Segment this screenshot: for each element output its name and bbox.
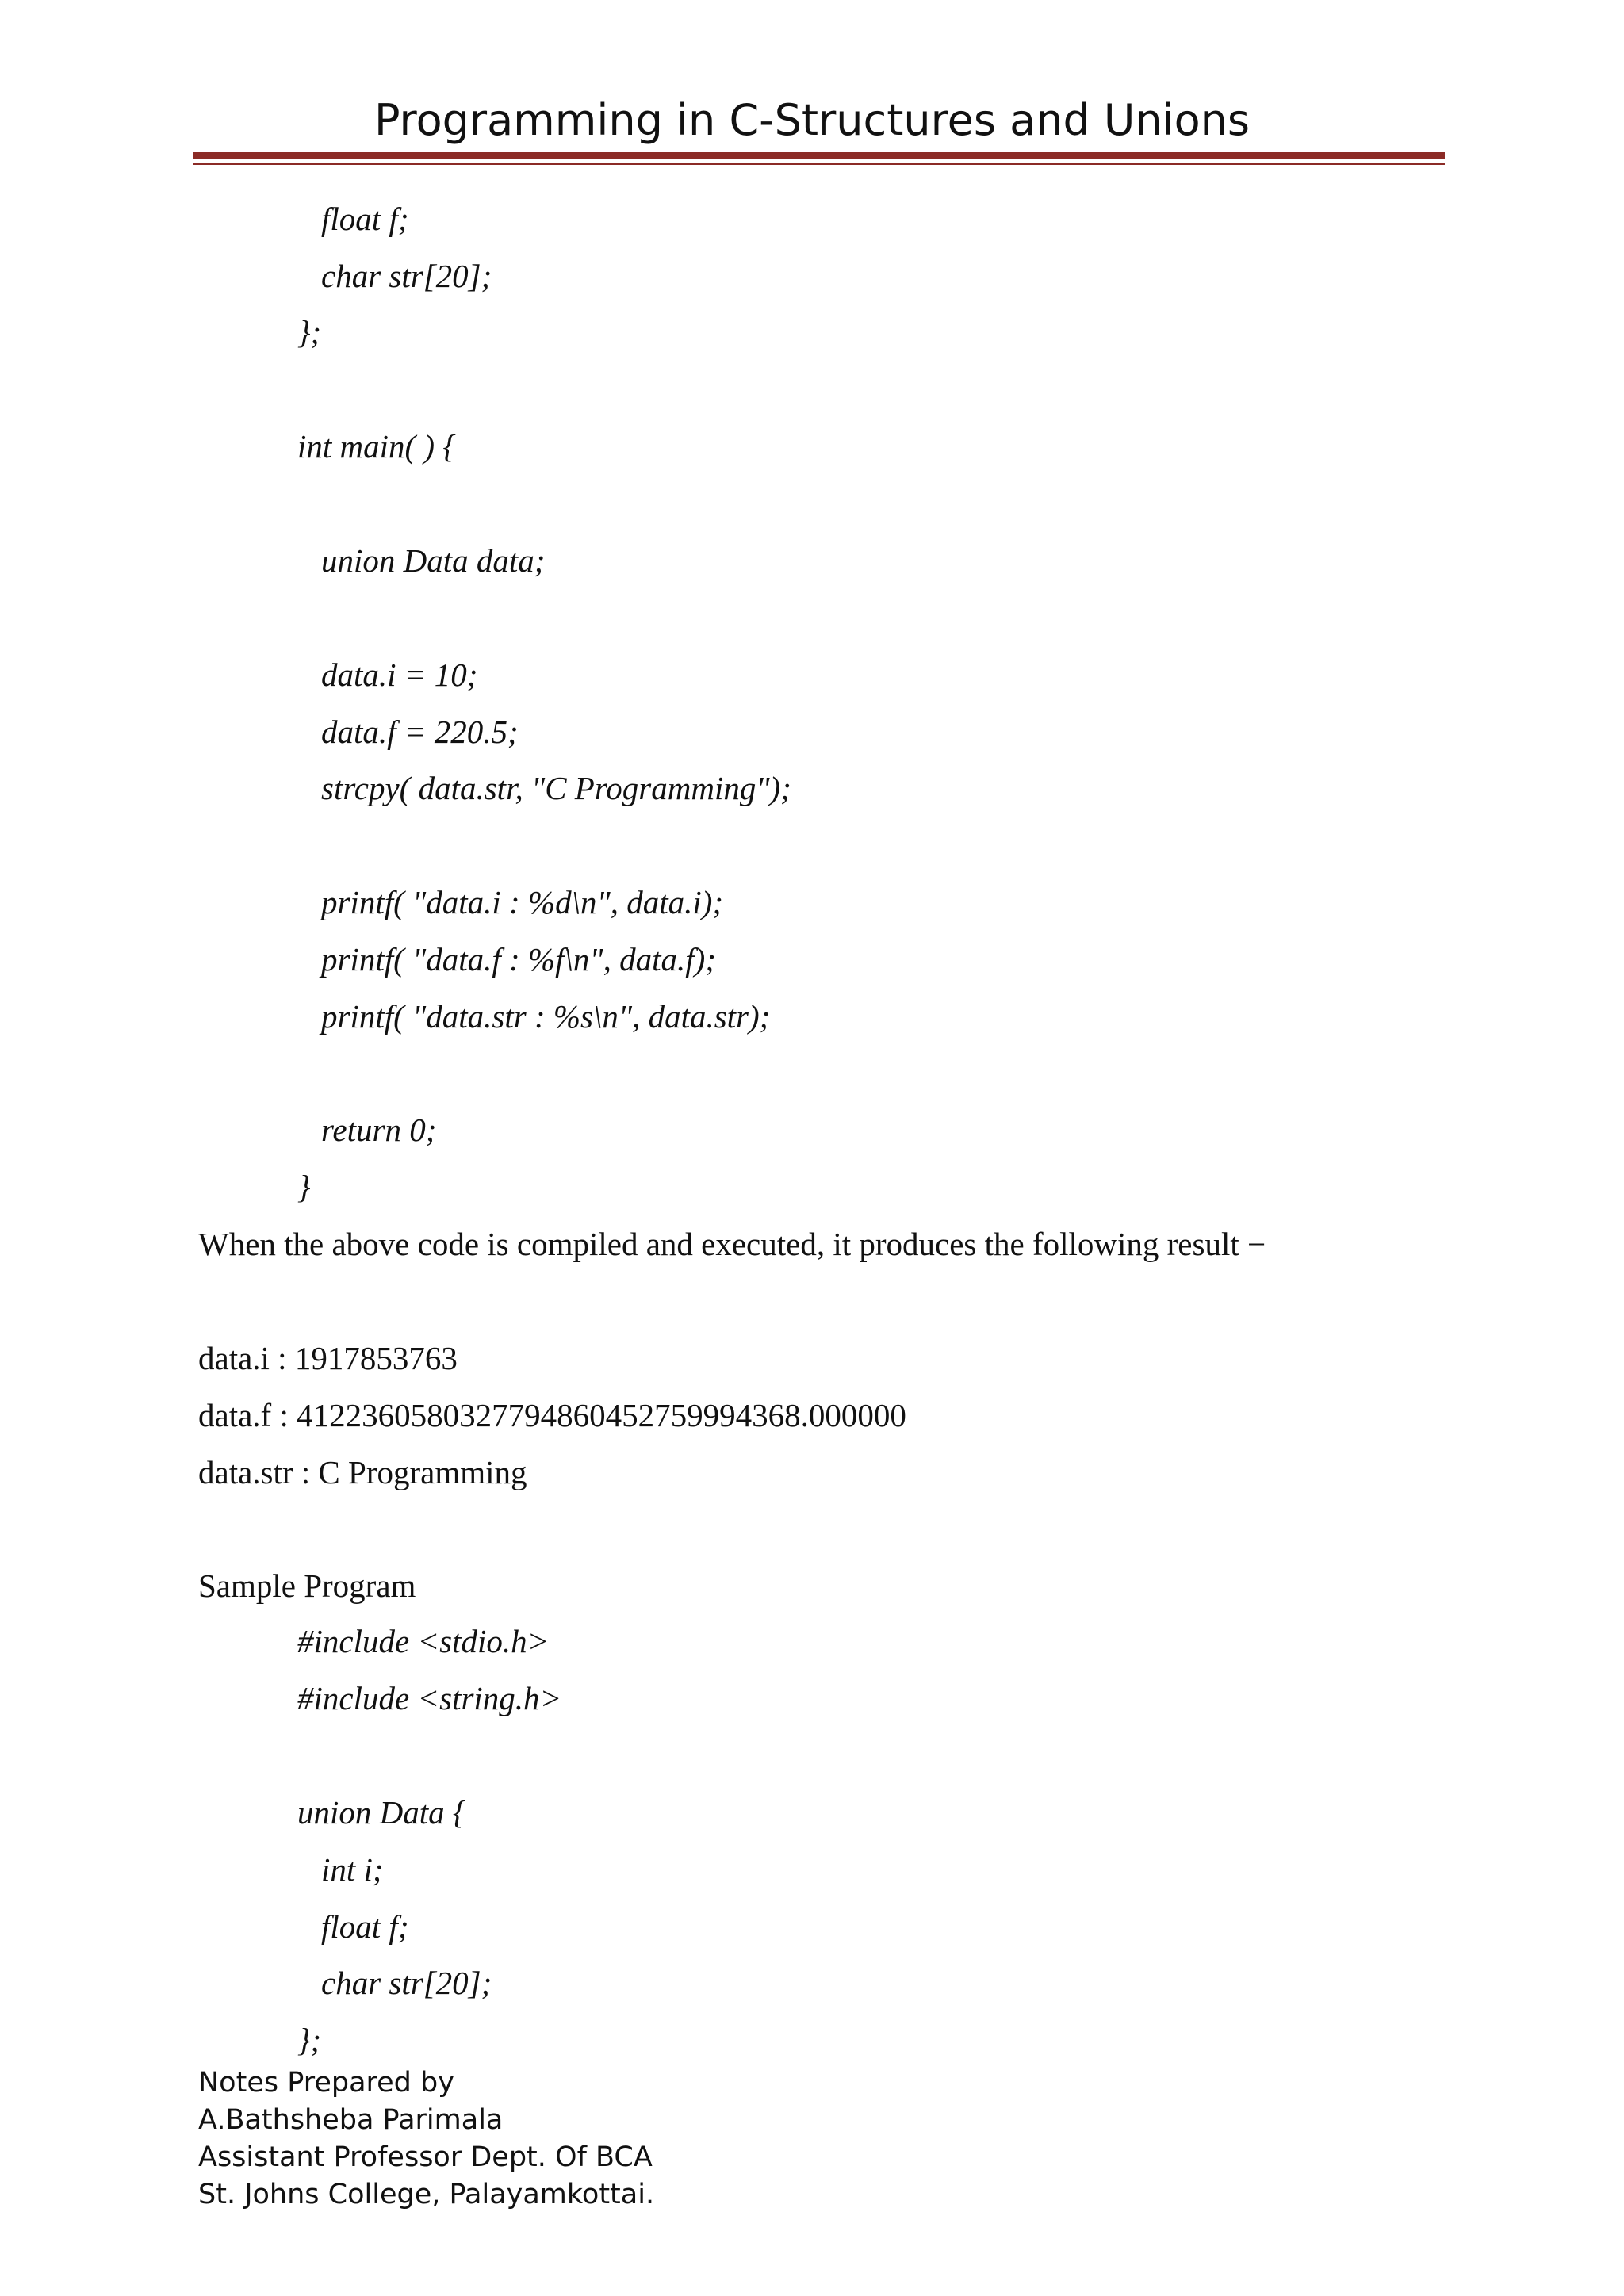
code-line: int main( ) { xyxy=(297,428,456,465)
code-line: #include <string.h> xyxy=(297,1680,562,1716)
code-line: strcpy( data.str, "C Programming"); xyxy=(321,770,791,806)
code-line: return 0; xyxy=(321,1112,437,1148)
code-line: float f; xyxy=(321,201,409,237)
result-intro-text: When the above code is compiled and executed, it produces the following result − xyxy=(198,1226,1266,1262)
author-footer xyxy=(198,2064,654,2214)
output-line: data.f : 4122360580327794860452759994368.000000 xyxy=(198,1397,906,1433)
footer-line: St. Johns College, Palayamkottai. xyxy=(198,2179,655,2210)
code-line: } xyxy=(297,1169,311,1205)
code-line: printf( "data.f : %f\n", data.f); xyxy=(321,941,716,978)
code-line: char str[20]; xyxy=(321,258,492,294)
code-line: }; xyxy=(297,2022,322,2058)
code-line: union Data { xyxy=(297,1794,466,1831)
page-header: Programming in C-Structures and Unions xyxy=(373,95,1251,145)
code-line: int i; xyxy=(321,1851,384,1888)
code-line: union Data data; xyxy=(321,542,546,579)
header-rule-thin xyxy=(193,163,1445,165)
output-line: data.i : 1917853763 xyxy=(198,1340,458,1376)
sample-program-heading: Sample Program xyxy=(198,1567,416,1604)
output-line: data.str : C Programming xyxy=(198,1454,527,1490)
footer-line: Notes Prepared by xyxy=(198,2067,454,2099)
code-line: printf( "data.i : %d\n", data.i); xyxy=(321,884,724,920)
code-line: data.i = 10; xyxy=(321,656,478,693)
footer-line: Assistant Professor Dept. Of BCA xyxy=(198,2141,653,2173)
code-line: #include <stdio.h> xyxy=(297,1623,550,1659)
code-line: data.f = 220.5; xyxy=(321,714,519,750)
footer-line: A.Bathsheba Parimala xyxy=(198,2104,504,2136)
code-line: }; xyxy=(297,314,322,350)
code-line: printf( "data.str : %s\n", data.str); xyxy=(321,998,771,1035)
code-line: float f; xyxy=(321,1908,409,1945)
code-line: char str[20]; xyxy=(321,1965,492,2001)
header-rule-thick xyxy=(193,152,1445,159)
